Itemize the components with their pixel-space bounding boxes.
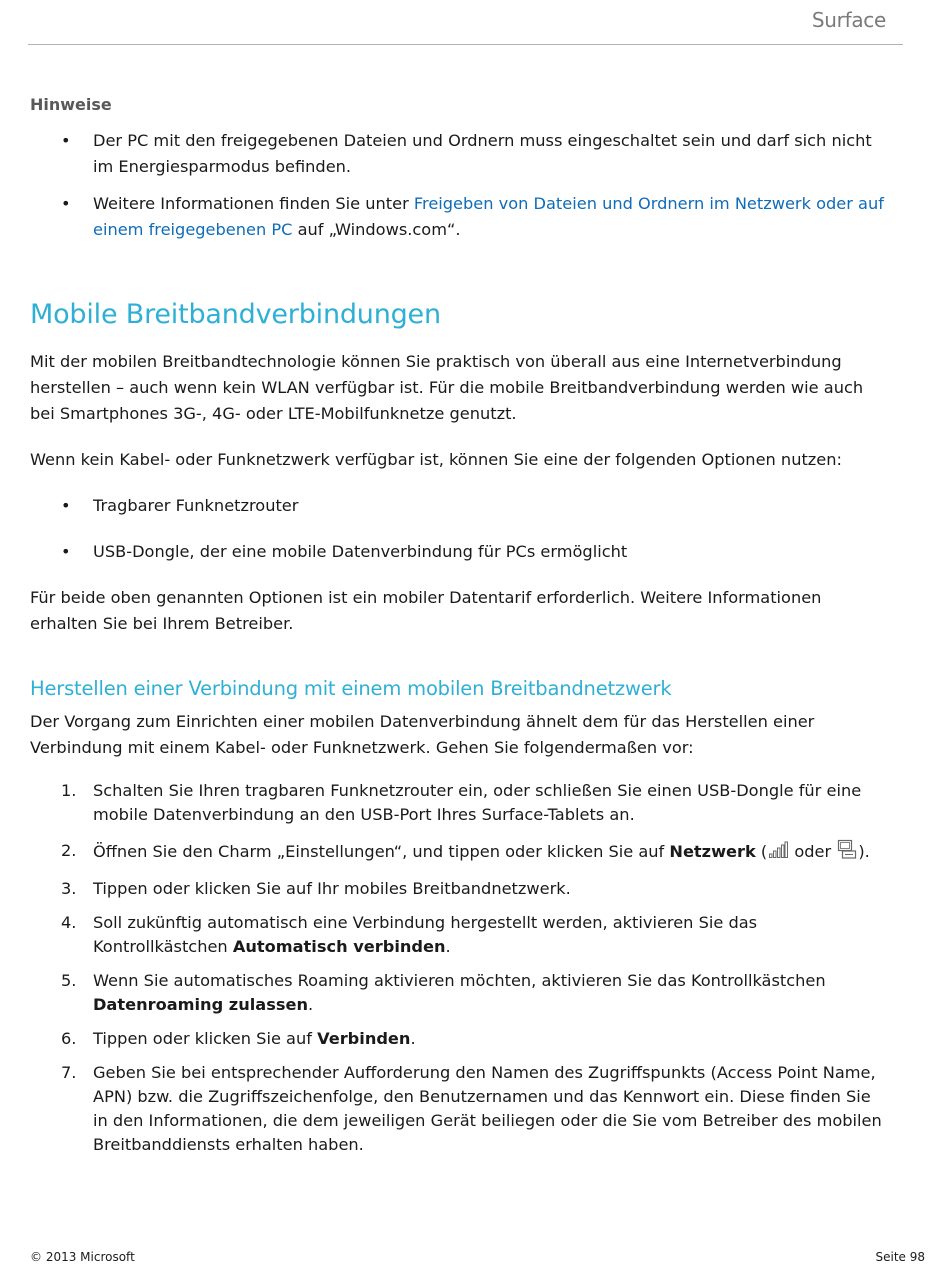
connect-bold: Verbinden — [317, 1029, 411, 1048]
step-text: Wenn Sie automatisches Roaming aktivieren möchten, aktivieren Sie das Kontrollkästchen — [93, 971, 826, 990]
notes-item-2-suffix: auf „Windows.com“. — [292, 220, 461, 239]
step-text: Tippen oder klicken Sie auf — [93, 1029, 318, 1048]
step-item-1 — [30, 779, 890, 827]
network-icon — [837, 839, 857, 866]
step-number: 6. — [61, 1029, 77, 1048]
or-text: oder — [789, 842, 837, 861]
brand-label: Surface — [811, 8, 886, 32]
step-item-3 — [30, 877, 890, 901]
data-roaming-bold: Datenroaming zulassen — [93, 995, 308, 1014]
paren-close: ). — [858, 842, 870, 861]
step-number: 7. — [61, 1063, 77, 1082]
options-list — [30, 493, 890, 565]
copyright-footer: © 2013 Microsoft — [30, 1250, 135, 1264]
step-item-4 — [30, 911, 890, 959]
step-end: . — [307, 995, 314, 1014]
step-item-5 — [30, 969, 890, 1017]
option-item-1: • Tragbarer Funknetzrouter — [30, 493, 890, 519]
step-number: 5. — [61, 971, 77, 990]
section-title: Mobile Breitbandverbindungen — [30, 299, 441, 330]
step-number: 3. — [61, 879, 77, 898]
network-bold: Netzwerk — [669, 842, 756, 861]
option-item-2: • USB-Dongle, der eine mobile Datenverbindung für PCs ermöglicht — [30, 539, 890, 565]
step-number: 4. — [61, 913, 77, 932]
step-text: Geben Sie bei entsprechender Aufforderung den Namen des Zugriffspunkts (Access Point Name, APN) bzw. die Zugriffszeichenfolge, den Benutzernamen und das Kennwort ein. Diese finden Sie in den Informationen, die dem jeweiligen Gerät beiliegen oder die Sie vom Betreiber des mobilen Breitbanddiensts erhalten haben. — [93, 1063, 882, 1154]
notes-item-1: • Der PC mit den freigegebenen Dateien und Ordnern muss eingeschaltet sein und darf sich nicht im Energiesparmodus befinden. — [30, 128, 890, 180]
step-item-7 — [30, 1061, 890, 1157]
notes-item-2-prefix: Weitere Informationen finden Sie unter — [93, 194, 414, 213]
notes-list — [30, 128, 890, 243]
step-end: . — [445, 937, 451, 956]
auto-connect-bold: Automatisch verbinden — [232, 937, 446, 956]
step-item-6 — [30, 1027, 890, 1051]
section-intro: Mit der mobilen Breitbandtechnologie können Sie praktisch von überall aus eine Internetverbindung herstellen – auch wenn kein WLAN verfügbar ist. Für die mobile Breitbandverbindung werden wie auch bei Smartphones 3G-, 4G- oder LTE-Mobilfunknetze genutzt. — [30, 352, 864, 423]
signal-bars-icon — [768, 841, 788, 866]
notes-item-2 — [30, 191, 890, 243]
tariff-note: Für beide oben genannten Optionen ist ein mobiler Datentarif erforderlich. Weitere Informationen erhalten Sie bei Ihrem Betreiber. — [30, 588, 822, 633]
sharing-info-link[interactable]: Freigeben von Dateien und Ordnern im Netzwerk oder auf einem freigegebenen PC — [93, 194, 884, 239]
step-text: Tippen oder klicken Sie auf Ihr mobiles Breitbandnetzwerk. — [93, 879, 571, 898]
header-rule — [28, 44, 903, 45]
step-text: Schalten Sie Ihren tragbaren Funknetzrouter ein, oder schließen Sie einen USB-Dongle für eine mobile Datenverbindung an den USB-Port Ihres Surface-Tablets an. — [93, 781, 862, 824]
subsection-intro: Der Vorgang zum Einrichten einer mobilen Datenverbindung ähnelt dem für das Herstellen einer Verbindung mit einem Kabel- oder Funknetzwerk. Gehen Sie folgendermaßen vor: — [30, 712, 815, 757]
notes-heading: Hinweise — [30, 95, 112, 114]
step-number: 2. — [61, 841, 77, 860]
page-content — [30, 95, 890, 1157]
step-end: . — [410, 1029, 416, 1048]
steps-list — [30, 779, 890, 1157]
step-item-2 — [30, 839, 890, 866]
options-intro: Wenn kein Kabel- oder Funknetzwerk verfügbar ist, können Sie eine der folgenden Optionen nutzen: — [30, 450, 842, 469]
paren-open: ( — [755, 842, 768, 861]
step-number: 1. — [61, 781, 77, 800]
page-number: Seite 98 — [875, 1250, 925, 1264]
subsection-title: Herstellen einer Verbindung mit einem mobilen Breitbandnetzwerk — [30, 677, 672, 700]
step-text: Öffnen Sie den Charm „Einstellungen“, und tippen oder klicken Sie auf — [93, 842, 670, 861]
step-text: Soll zukünftig automatisch eine Verbindung hergestellt werden, aktivieren Sie das Kontrollkästchen — [93, 913, 758, 956]
